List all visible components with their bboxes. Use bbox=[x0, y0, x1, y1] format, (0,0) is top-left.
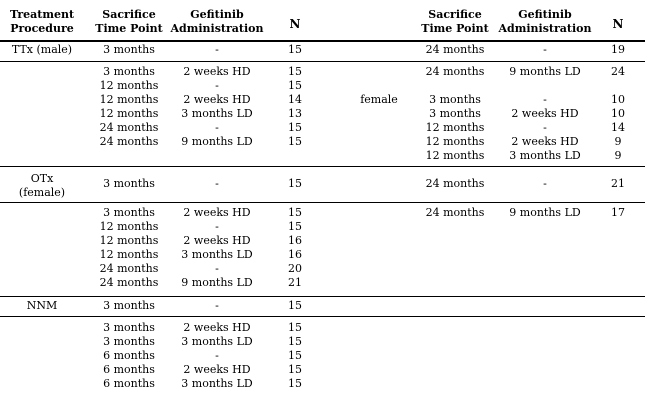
right-n-cell: 10 bbox=[611, 93, 625, 106]
left-n-cell: 15 bbox=[288, 43, 302, 56]
right-gefitinib-administration-cell: - bbox=[543, 177, 547, 190]
group-label-ttx: TTx (male) bbox=[11, 43, 73, 56]
rule-nnm-bottom bbox=[0, 316, 645, 317]
right-sacrifice-time-point-cell: 24 months bbox=[425, 206, 485, 219]
right-n-cell: 19 bbox=[611, 43, 625, 56]
left-gefitinib-administration-cell: 3 months LD bbox=[181, 335, 253, 348]
left-gefitinib-administration-cell: - bbox=[215, 43, 219, 56]
left-sacrifice-time-point-cell: 3 months bbox=[103, 43, 155, 56]
left-sacrifice-time-point-cell: 24 months bbox=[99, 135, 159, 148]
left-sacrifice-time-point-cell: 3 months bbox=[103, 335, 155, 348]
right-sacrifice-time-point-cell: 24 months bbox=[425, 43, 485, 56]
left-gefitinib-administration-cell: - bbox=[215, 79, 219, 92]
left-gefitinib-administration-cell: - bbox=[215, 299, 219, 312]
left-n-cell: 21 bbox=[288, 276, 302, 289]
header-gefitinib-left bbox=[170, 8, 264, 35]
right-sacrifice-time-point-cell: 12 months bbox=[425, 135, 485, 148]
left-gefitinib-administration-cell: 3 months LD bbox=[181, 377, 253, 390]
right-n-cell: 10 bbox=[611, 107, 625, 120]
left-gefitinib-administration-cell: 2 weeks HD bbox=[183, 65, 251, 78]
left-sacrifice-time-point-cell: 12 months bbox=[99, 93, 159, 106]
left-sacrifice-time-point-cell: 24 months bbox=[99, 121, 159, 134]
left-gefitinib-administration-cell: 3 months LD bbox=[181, 107, 253, 120]
left-gefitinib-administration-cell: - bbox=[215, 349, 219, 362]
right-gefitinib-administration-cell: - bbox=[543, 93, 547, 106]
right-gefitinib-administration-cell: 9 months LD bbox=[509, 206, 581, 219]
left-sacrifice-time-point-cell: 12 months bbox=[99, 107, 159, 120]
right-gefitinib-administration-cell: - bbox=[543, 43, 547, 56]
right-n-cell: 9 bbox=[614, 149, 622, 162]
left-sacrifice-time-point-cell: 3 months bbox=[103, 321, 155, 334]
left-n-cell: 16 bbox=[288, 248, 302, 261]
left-sacrifice-time-point-cell: 6 months bbox=[103, 349, 155, 362]
left-gefitinib-administration-cell: - bbox=[215, 177, 219, 190]
left-gefitinib-administration-cell: 2 weeks HD bbox=[183, 363, 251, 376]
left-sacrifice-time-point-cell: 24 months bbox=[99, 262, 159, 275]
header-sacrifice-right bbox=[410, 8, 500, 35]
left-gefitinib-administration-cell: 2 weeks HD bbox=[183, 206, 251, 219]
header-treatment-procedure bbox=[0, 8, 84, 35]
header-sacrifice-line2: Time Point bbox=[95, 21, 163, 35]
left-gefitinib-administration-cell: 9 months LD bbox=[181, 135, 253, 148]
left-n-cell: 15 bbox=[288, 377, 302, 390]
left-n-cell: 15 bbox=[288, 321, 302, 334]
left-n-cell: 20 bbox=[288, 262, 302, 275]
right-sacrifice-time-point-cell: 12 months bbox=[425, 121, 485, 134]
right-gefitinib-administration-cell: 2 weeks HD bbox=[511, 107, 579, 120]
left-n-cell: 15 bbox=[288, 177, 302, 190]
header-rule bbox=[0, 40, 645, 42]
left-sacrifice-time-point-cell: 12 months bbox=[99, 234, 159, 247]
left-sacrifice-time-point-cell: 3 months bbox=[103, 65, 155, 78]
right-n-cell: 17 bbox=[611, 206, 625, 219]
rule-section1-bottom bbox=[0, 166, 645, 167]
right-n-cell: 24 bbox=[611, 65, 625, 78]
rule-section2-bottom bbox=[0, 296, 645, 297]
left-sacrifice-time-point-cell: 6 months bbox=[103, 377, 155, 390]
header-treatment-line1: Treatment bbox=[9, 8, 75, 21]
left-n-cell: 15 bbox=[288, 65, 302, 78]
group-label-nnm: NNM bbox=[26, 299, 58, 312]
header-gefitinib-line2-right: Administration bbox=[498, 21, 592, 35]
left-gefitinib-administration-cell: 9 months LD bbox=[181, 276, 253, 289]
header-sacrifice-line1: Sacrifice bbox=[102, 8, 156, 21]
group-label-otx-line2: (female) bbox=[18, 186, 66, 199]
right-gefitinib-administration-cell: 3 months LD bbox=[509, 149, 581, 162]
right-sacrifice-time-point-cell: 3 months bbox=[429, 107, 481, 120]
left-n-cell: 15 bbox=[288, 206, 302, 219]
left-n-cell: 15 bbox=[288, 349, 302, 362]
left-sacrifice-time-point-cell: 6 months bbox=[103, 363, 155, 376]
right-sacrifice-time-point-cell: 12 months bbox=[425, 149, 485, 162]
left-sacrifice-time-point-cell: 3 months bbox=[103, 177, 155, 190]
header-sacrifice-line1-right: Sacrifice bbox=[428, 8, 482, 21]
header-sacrifice-left bbox=[87, 8, 171, 35]
left-n-cell: 16 bbox=[288, 234, 302, 247]
header-gefitinib-line2: Administration bbox=[170, 21, 264, 35]
left-sacrifice-time-point-cell: 3 months bbox=[103, 206, 155, 219]
header-n-right: N bbox=[612, 17, 624, 31]
left-n-cell: 15 bbox=[288, 135, 302, 148]
header-gefitinib-right bbox=[495, 8, 595, 35]
right-sacrifice-time-point-cell: 24 months bbox=[425, 177, 485, 190]
left-gefitinib-administration-cell: - bbox=[215, 262, 219, 275]
right-sacrifice-time-point-cell: 24 months bbox=[425, 65, 485, 78]
right-sacrifice-time-point-cell: 3 months bbox=[429, 93, 481, 106]
left-n-cell: 15 bbox=[288, 79, 302, 92]
left-n-cell: 15 bbox=[288, 220, 302, 233]
left-gefitinib-administration-cell: 2 weeks HD bbox=[183, 321, 251, 334]
left-n-cell: 14 bbox=[288, 93, 302, 106]
rule-otx-bottom bbox=[0, 202, 645, 203]
middle-label-female: female bbox=[360, 93, 398, 106]
left-n-cell: 15 bbox=[288, 335, 302, 348]
right-gefitinib-administration-cell: 9 months LD bbox=[509, 65, 581, 78]
right-gefitinib-administration-cell: 2 weeks HD bbox=[511, 135, 579, 148]
group-label-otx-line1: OTx bbox=[30, 172, 54, 185]
right-n-cell: 14 bbox=[611, 121, 625, 134]
right-n-cell: 9 bbox=[614, 135, 622, 148]
header-n-left: N bbox=[289, 17, 301, 31]
right-n-cell: 21 bbox=[611, 177, 625, 190]
left-n-cell: 15 bbox=[288, 121, 302, 134]
left-n-cell: 13 bbox=[288, 107, 302, 120]
header-gefitinib-line1: Gefitinib bbox=[190, 8, 244, 21]
left-gefitinib-administration-cell: 3 months LD bbox=[181, 248, 253, 261]
right-gefitinib-administration-cell: - bbox=[543, 121, 547, 134]
left-sacrifice-time-point-cell: 24 months bbox=[99, 276, 159, 289]
rule-ttx-bottom bbox=[0, 61, 645, 62]
header-treatment-line2: Procedure bbox=[10, 21, 74, 35]
left-gefitinib-administration-cell: - bbox=[215, 220, 219, 233]
header-gefitinib-line1-right: Gefitinib bbox=[518, 8, 572, 21]
left-sacrifice-time-point-cell: 3 months bbox=[103, 299, 155, 312]
left-gefitinib-administration-cell: - bbox=[215, 121, 219, 134]
left-sacrifice-time-point-cell: 12 months bbox=[99, 220, 159, 233]
left-n-cell: 15 bbox=[288, 299, 302, 312]
left-n-cell: 15 bbox=[288, 363, 302, 376]
left-sacrifice-time-point-cell: 12 months bbox=[99, 79, 159, 92]
left-gefitinib-administration-cell: 2 weeks HD bbox=[183, 234, 251, 247]
left-sacrifice-time-point-cell: 12 months bbox=[99, 248, 159, 261]
left-gefitinib-administration-cell: 2 weeks HD bbox=[183, 93, 251, 106]
header-sacrifice-line2-right: Time Point bbox=[421, 21, 489, 35]
